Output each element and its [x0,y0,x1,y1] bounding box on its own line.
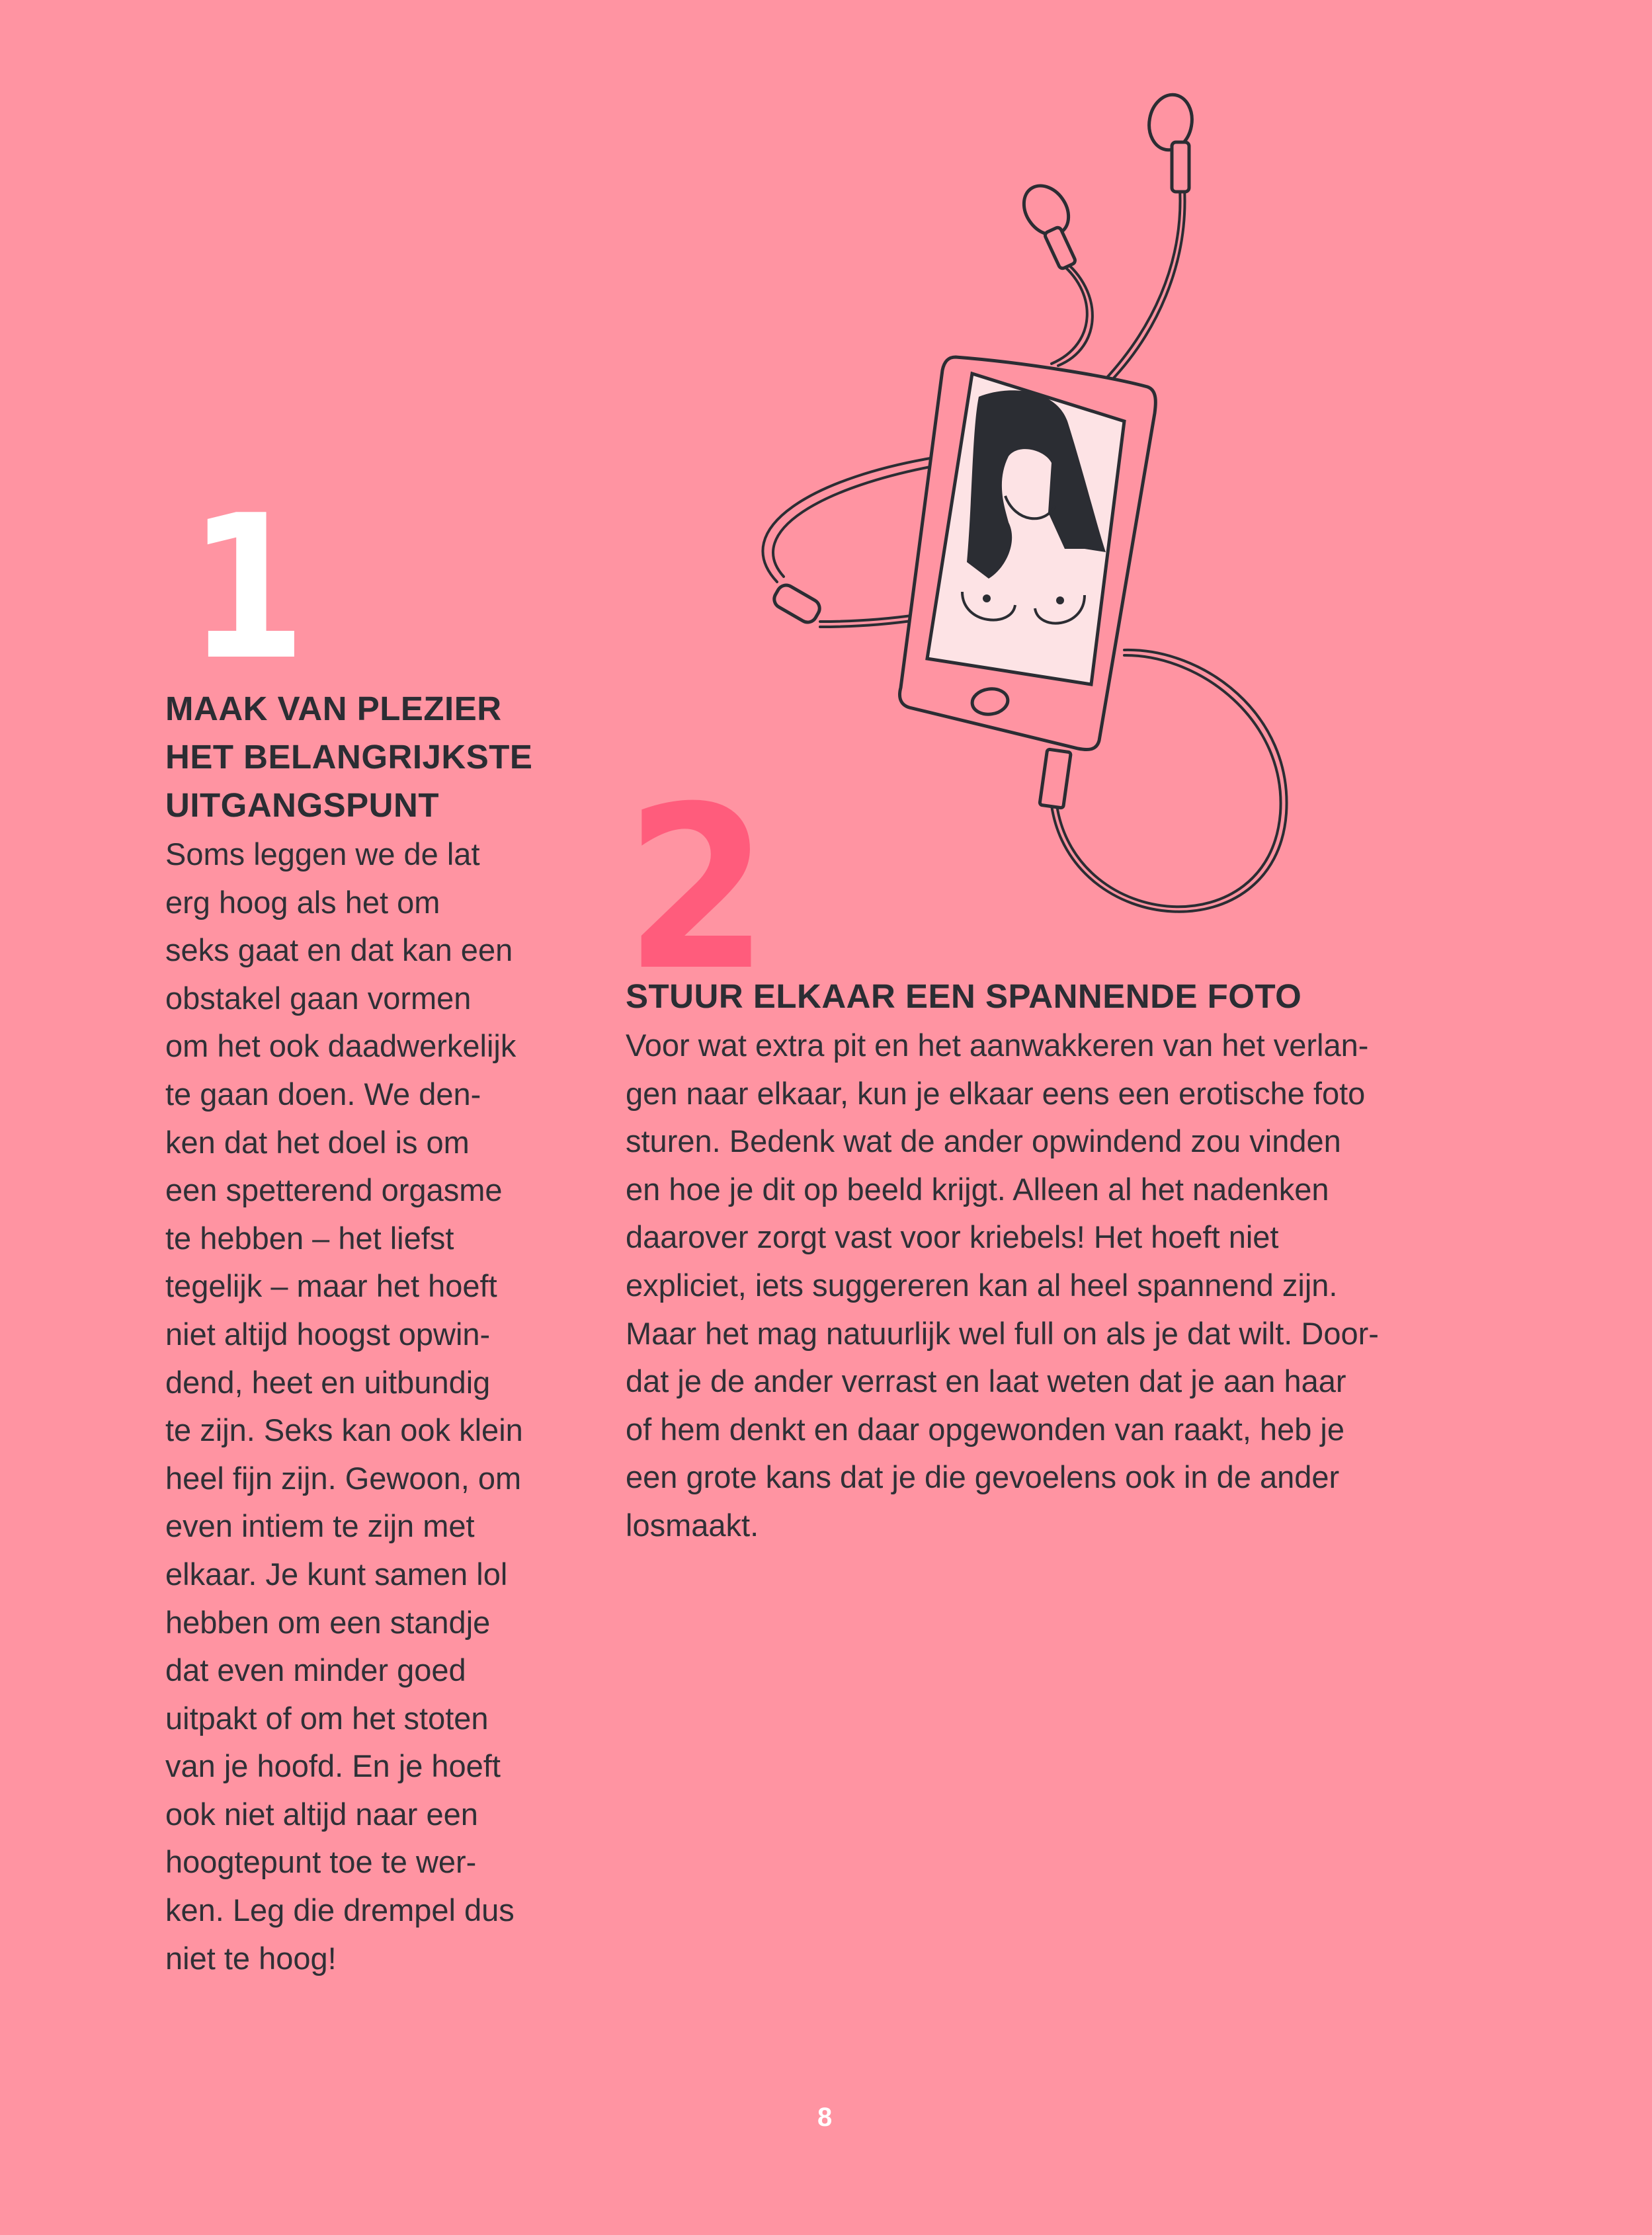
body-line: Voor wat extra pit en het aanwakkeren van het verlan- [626,1028,1369,1063]
body-line: niet te hoog! [165,1940,337,1976]
body-line: obstakel gaan vormen [165,980,472,1016]
body-line: uitpakt of om het stoten [165,1700,489,1736]
heading-line: UITGANGSPUNT [165,786,439,824]
body-line: heel fijn zijn. Gewoon, om [165,1460,522,1496]
body-line: elkaar. Je kunt samen lol [165,1556,508,1592]
body-line: erg hoog als het om [165,884,440,920]
body-line: van je hoofd. En je hoeft [165,1748,501,1784]
heading-line: MAAK VAN PLEZIER [165,690,502,727]
body-line: te zijn. Seks kan ook klein [165,1412,523,1448]
page-number: 8 [817,2103,833,2132]
body-line: ken. Leg die drempel dus [165,1892,515,1928]
section-1-heading [165,684,532,829]
body-line: Maar het mag natuurlijk wel full on als je dat wilt. Door- [626,1315,1379,1351]
heading-line: STUUR ELKAAR EEN SPANNENDE FOTO [626,977,1302,1015]
body-line: gen naar elkaar, kun je elkaar eens een erotische foto [626,1075,1366,1111]
body-line: sturen. Bedenk wat de ander opwindend zou vinden [626,1123,1341,1159]
body-line: te gaan doen. We den- [165,1076,481,1112]
body-line: tegelijk – maar het hoeft [165,1268,497,1304]
body-line: ken dat het doel is om [165,1124,470,1160]
body-line: om het ook daadwerkelijk [165,1028,516,1064]
body-line: dat even minder goed [165,1652,466,1688]
body-line: niet altijd hoogst opwin- [165,1316,491,1352]
body-line: te hebben – het liefst [165,1220,454,1256]
section-2-heading [626,972,1301,1020]
body-line: dat je de ander verrast en laat weten dat je aan haar [626,1363,1346,1399]
body-line: losmaakt. [626,1507,759,1543]
body-line: daarover zorgt vast voor kriebels! Het hoeft niet [626,1219,1279,1255]
body-line: hoogtepunt toe te wer- [165,1844,477,1880]
heading-line: HET BELANGRIJKSTE [165,738,533,776]
body-line: seks gaat en dat kan een [165,932,513,968]
section-2-body [626,1022,1379,1550]
section-number-1: 1 [188,473,300,704]
body-line: ook niet altijd naar een [165,1796,478,1832]
body-line: en hoe je dit op beeld krijgt. Alleen al het nadenken [626,1171,1329,1207]
body-line: een grote kans dat je die gevoelens ook in de ander [626,1459,1340,1495]
body-line: een spetterend orgasme [165,1172,503,1208]
body-line: Soms leggen we de lat [165,836,480,872]
body-line: expliciet, iets suggereren kan al heel spannend zijn. [626,1267,1338,1303]
section-number-2: 2 [625,758,769,1020]
body-line: dend, heet en uitbundig [165,1364,491,1400]
body-line: hebben om een standje [165,1604,491,1640]
body-line: even intiem te zijn met [165,1508,475,1544]
section-1-body [165,831,523,1982]
body-line: of hem denkt en daar opgewonden van raakt, heb je [626,1411,1344,1447]
